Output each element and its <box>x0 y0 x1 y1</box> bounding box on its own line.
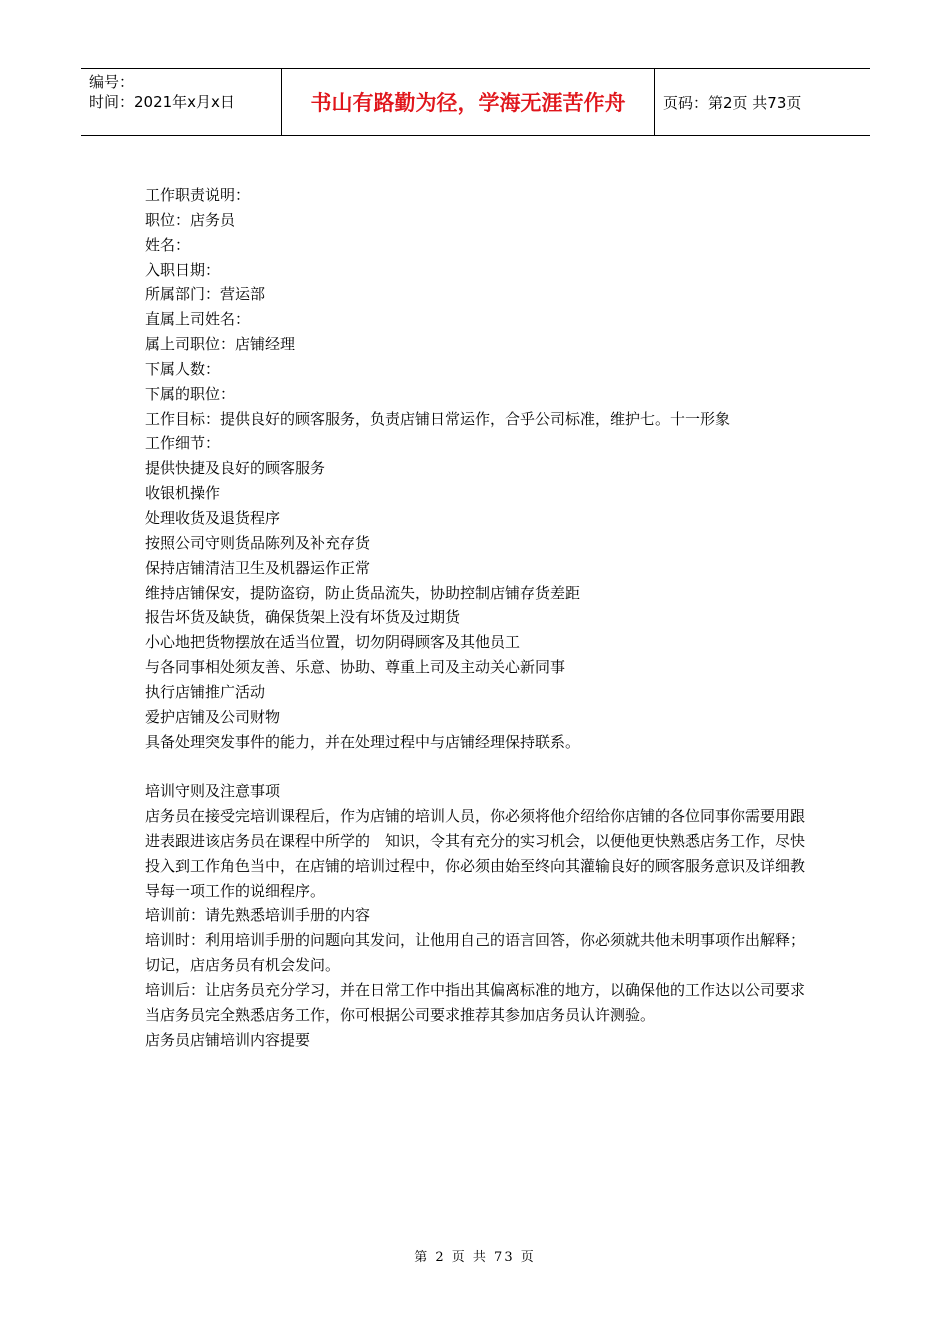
training-recommend: 当店务员完全熟悉店务工作，你可根据公司要求推荐其参加店务员认许测验。 <box>145 1005 656 1024</box>
detail-item: 保持店铺清洁卫生及机器运作正常 <box>145 558 371 577</box>
field-department: 所属部门：营运部 <box>145 285 266 304</box>
header-meta <box>81 69 282 135</box>
field-subordinate-position: 下属的职位： <box>145 384 236 403</box>
time-label: 时间：2021年x月x日 <box>89 93 235 111</box>
details-title: 工作细节： <box>145 434 221 453</box>
field-position: 职位：店务员 <box>145 210 236 229</box>
detail-item: 小心地把货物摆放在适当位置，切勿阴碍顾客及其他员工 <box>145 633 521 652</box>
field-subordinate-count: 下属人数： <box>145 359 221 378</box>
training-before: 培训前：请先熟悉培训手册的内容 <box>145 906 371 925</box>
detail-item: 执行店铺推广活动 <box>145 682 266 701</box>
field-name: 姓名： <box>145 235 191 254</box>
field-goal: 工作目标：提供良好的顾客服务，负责店铺日常运作，合乎公司标准，维护七。十一形象 <box>145 409 731 428</box>
page-footer: 第 2 页 共 73 页 <box>414 1250 536 1265</box>
training-title: 培训守则及注意事项 <box>145 782 281 801</box>
training-intro: 店务员在接受完培训课程后，作为店铺的培训人员，你必须将他介绍给你店铺的各位同事你需要用跟进表跟进该店务员在课程中所学的 知识，令其有充分的实习机会，以便他更快熟悉店务工作，尽快投入到工作角色当中，在店铺的培训过程中，你必须由始至终向其灌输良好的顾客服务意识及详细教导每一项工作的说细程序。 <box>145 807 806 900</box>
training-after: 培训后：让店务员充分学习，并在日常工作中指出其偏离标准的地方，以确保他的工作达以公司要求 <box>145 981 806 999</box>
detail-item: 按照公司守则货品陈列及补充存货 <box>145 533 371 552</box>
detail-item: 收银机操作 <box>145 484 221 503</box>
number-label: 编号： <box>89 73 135 91</box>
detail-item: 爱护店铺及公司财物 <box>145 707 281 726</box>
detail-item: 处理收货及退货程序 <box>145 508 281 527</box>
field-hire-date: 入职日期： <box>145 260 221 279</box>
field-supervisor-name: 直属上司姓名： <box>145 310 251 329</box>
document-body <box>145 183 810 1053</box>
detail-item: 提供快捷及良好的顾客服务 <box>145 459 326 478</box>
field-supervisor-position: 属上司职位：店铺经理 <box>145 335 296 354</box>
detail-item: 报告坏货及缺货，确保货架上没有坏货及过期货 <box>145 608 461 627</box>
training-during: 培训时：利用培训手册的问题向其发问，让他用自己的语言回答，你必须就共他未明事项作出解释；切记，店店务员有机会发问。 <box>145 931 806 975</box>
detail-item: 具备处理突发事件的能力，并在处理过程中与店铺经理保持联系。 <box>145 732 581 751</box>
header-page-info: 页码：第2页 共73页 <box>663 93 802 112</box>
section-title: 工作职责说明： <box>145 186 251 204</box>
paragraph-gap <box>145 754 810 779</box>
header-motto: 书山有路勤为径，学海无涯苦作舟 <box>282 69 655 135</box>
page-header <box>81 68 870 136</box>
training-summary-title: 店务员店铺培训内容提要 <box>145 1030 311 1049</box>
detail-item: 与各同事相处须友善、乐意、协助、尊重上司及主动关心新同事 <box>145 658 566 677</box>
detail-item: 维持店铺保安，提防盗窃，防止货品流失，协助控制店铺存货差距 <box>145 583 581 602</box>
